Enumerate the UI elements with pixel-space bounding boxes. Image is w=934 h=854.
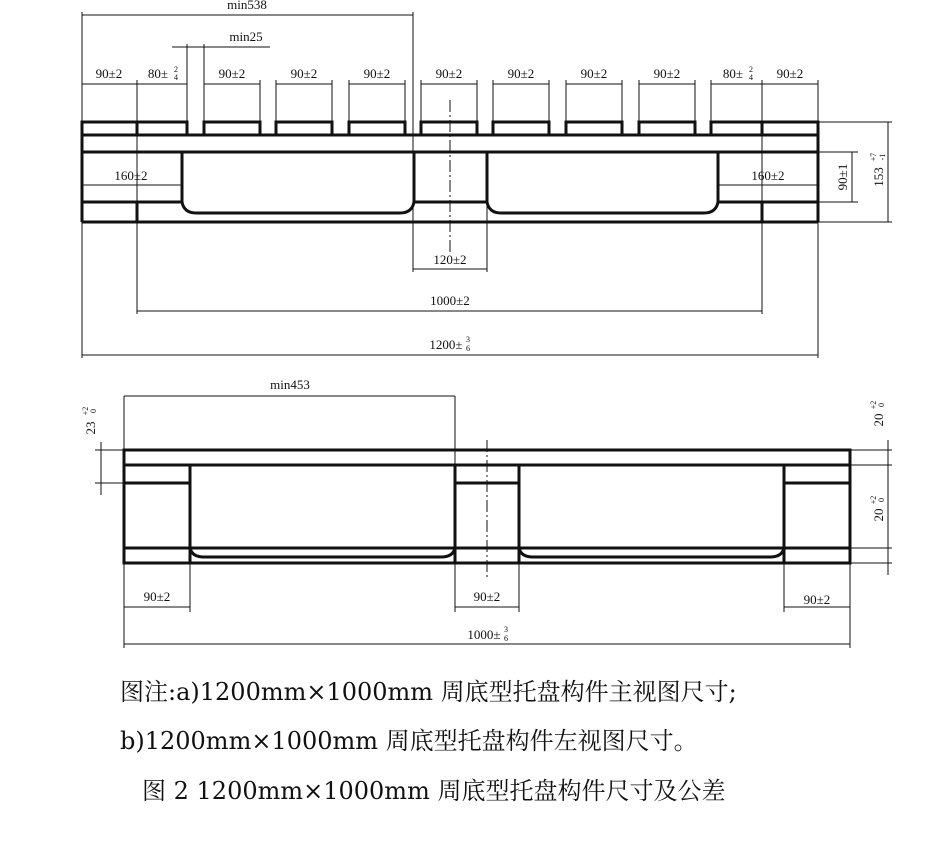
- dim-top-3: 90±2: [218, 66, 246, 81]
- side-view-dimension-labels: [81, 377, 886, 643]
- tol-20-top-upper: +2: [869, 400, 878, 410]
- dim-right-160: 160±2: [751, 168, 785, 183]
- tol-top-2-lower: 4: [174, 73, 178, 82]
- dim-left-90: 90±2: [143, 589, 171, 604]
- dim-height-153: 153: [871, 167, 886, 187]
- tol-20-top-lower: 0: [877, 403, 886, 407]
- tol-top-2-upper: 2: [174, 65, 178, 74]
- dim-height-90: 90±1: [835, 163, 850, 191]
- dim-top-7: 90±2: [507, 66, 535, 81]
- dim-width-1000: 1000±2: [430, 293, 470, 308]
- dim-mid-90: 90±2: [473, 589, 501, 604]
- dim-top-2: 80±: [147, 66, 169, 81]
- tol-153-upper: +7: [869, 152, 878, 162]
- tol-side-1000-lower: 6: [504, 634, 508, 643]
- dim-side-width-1000: 1000±: [467, 627, 501, 642]
- tol-23-lower: 0: [89, 409, 98, 413]
- tol-top-10-upper: 2: [749, 65, 753, 74]
- dim-top-10: 80±: [722, 66, 744, 81]
- tol-top-10-lower: 4: [749, 73, 753, 82]
- tol-20-mid-upper: +2: [869, 495, 878, 505]
- dim-top-4: 90±2: [290, 66, 318, 81]
- side-view-dimensions: [95, 396, 892, 648]
- dim-width-1200: 1200±: [429, 337, 463, 352]
- dim-top-8: 90±2: [580, 66, 608, 81]
- tol-1200-lower: 6: [466, 344, 470, 353]
- tol-153-lower: -1: [878, 153, 887, 161]
- front-view-drawing: [82, 100, 818, 252]
- figure-caption: [120, 678, 737, 805]
- dim-min453: min453: [270, 377, 310, 392]
- dim-top-6: 90±2: [435, 66, 463, 81]
- dim-min538: min538: [227, 0, 267, 12]
- dim-height-20-top: 20: [871, 413, 886, 427]
- right-fork-opening: [487, 202, 718, 213]
- dim-top-5: 90±2: [363, 66, 391, 81]
- tol-20-mid-lower: 0: [877, 498, 886, 502]
- tol-side-1000-upper: 3: [504, 625, 508, 634]
- side-view-drawing: [124, 440, 850, 580]
- dim-top-1: 90±2: [95, 66, 123, 81]
- dim-height-20-mid: 20: [871, 508, 886, 522]
- tol-23-upper: +2: [81, 406, 90, 416]
- front-view-dimension-labels: [96, 0, 887, 353]
- caption-line-3: 图 2 1200mm×1000mm 周底型托盘构件尺寸及公差: [142, 777, 726, 805]
- dim-top-11: 90±2: [776, 66, 804, 81]
- dim-left-160: 160±2: [114, 168, 148, 183]
- dim-gap-120: 120±2: [433, 252, 467, 267]
- dim-min25: min25: [229, 29, 263, 44]
- left-fork-opening: [182, 202, 414, 213]
- dim-height-23: 23: [83, 421, 98, 435]
- dim-right-90: 90±2: [803, 592, 831, 607]
- caption-line-2: b)1200mm×1000mm 周底型托盘构件左视图尺寸。: [120, 727, 698, 755]
- tol-1200-upper: 3: [466, 335, 470, 344]
- caption-line-1: 图注:a)1200mm×1000mm 周底型托盘构件主视图尺寸;: [120, 678, 737, 706]
- dim-top-9: 90±2: [653, 66, 681, 81]
